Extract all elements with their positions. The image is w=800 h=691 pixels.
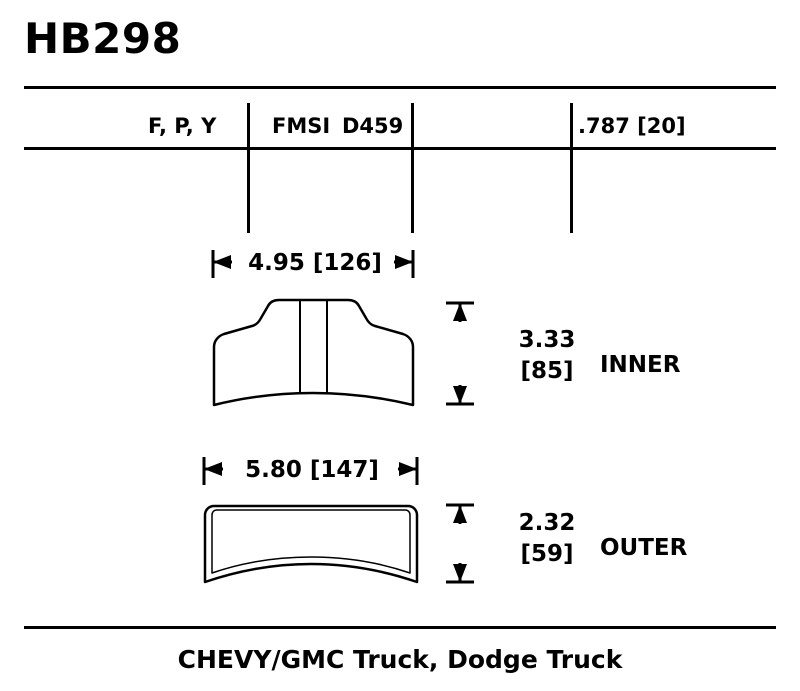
inner-height-dimension	[446, 303, 474, 404]
outer-pad-label: OUTER	[600, 535, 688, 561]
outer-width-label: 5.80 [147]	[245, 457, 379, 483]
thickness-value: .787 [20]	[578, 114, 686, 138]
inner-width-label: 4.95 [126]	[248, 250, 382, 276]
inner-height-mm: [85]	[520, 358, 574, 385]
outer-height-label	[492, 508, 602, 570]
inner-pad-shape	[214, 300, 413, 405]
compound-codes: F, P, Y	[148, 114, 217, 138]
vehicle-application: CHEVY/GMC Truck, Dodge Truck	[177, 645, 623, 674]
page-title: HB298	[24, 14, 182, 63]
inner-pad-label: INNER	[600, 352, 681, 378]
fmsi-value: D459	[342, 114, 404, 138]
inner-height-label	[492, 325, 602, 387]
inner-height-inches: 3.33	[518, 327, 576, 353]
divider-footer	[24, 626, 776, 629]
outer-height-dimension	[446, 505, 474, 582]
outer-pad-shape	[205, 506, 417, 582]
fmsi-label: FMSI	[272, 114, 331, 138]
outer-height-inches: 2.32	[518, 510, 576, 536]
outer-height-mm: [59]	[520, 541, 574, 568]
